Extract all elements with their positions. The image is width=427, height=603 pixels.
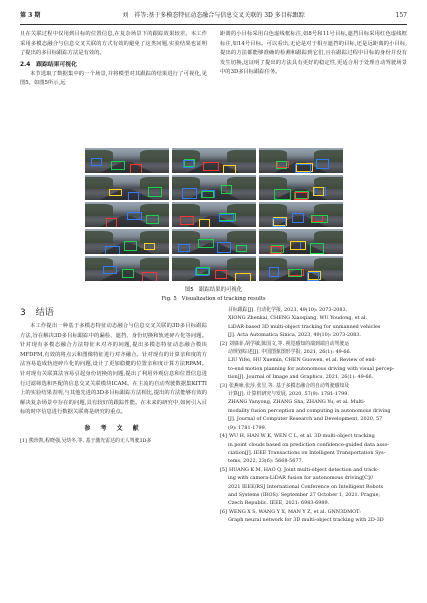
reference-continuation-line xyxy=(220,365,407,373)
reference-text: 2021 IEEE/RSJ International Conference on Intelligent Robots xyxy=(228,483,384,490)
tracking-bounding-box xyxy=(103,266,117,274)
reference-text: in point clouds based on prediction confidence-guided data asso- xyxy=(228,441,390,448)
reference-continuation-line xyxy=(220,348,407,356)
tracking-frame-image xyxy=(85,175,169,200)
tracking-frame-image xyxy=(259,256,343,281)
reference-item xyxy=(220,340,407,348)
reference-tag: [3] xyxy=(220,382,227,389)
reference-continuation-line xyxy=(220,457,407,465)
reference-text: ZHANG Yanyong, ZHANG Sha, ZHANG Yu, et al. Multi- xyxy=(228,399,366,406)
tracking-frame-image xyxy=(172,229,256,254)
tracking-frame-image xyxy=(172,202,256,227)
reference-tag: [4] xyxy=(220,433,227,440)
tracking-bounding-box xyxy=(310,243,325,254)
tracking-bounding-box xyxy=(148,187,163,198)
reference-text: WU H, HAN W K, WEN C L, et al. 3D multi-object tracking xyxy=(228,433,375,440)
reference-continuation-line xyxy=(220,449,407,457)
reference-text: Czech Republic. IEEE, 2021: 6983-6989. xyxy=(228,500,330,507)
reference-continuation-line xyxy=(220,373,407,381)
paragraph: 且在关联过程中仅用到目标的位置信息,在复杂场景下的跟踪效果较差。本工作采用多模态融合与信息交叉关联的方式有效的避免了这类问题,实验结果也证明了提出的多目标跟踪方法是有效的。 xyxy=(20,31,207,57)
reference-text: 动规划综述[J]. 中国图象图形学报, 2021, 26(1): 49-66. xyxy=(228,349,352,356)
tracking-frame-image xyxy=(259,148,343,173)
right-column-top xyxy=(220,30,407,78)
tracking-frame-image xyxy=(172,148,256,173)
tracking-bounding-box xyxy=(270,246,282,254)
tracking-bounding-box xyxy=(122,269,133,278)
tracking-bounding-box xyxy=(183,160,193,168)
reference-item xyxy=(220,382,407,390)
tracking-bounding-box xyxy=(109,189,122,197)
tracking-bounding-box xyxy=(198,239,214,248)
reference-continuation-line xyxy=(220,491,407,499)
left-column-bottom xyxy=(20,306,207,445)
tracking-bounding-box xyxy=(127,212,142,220)
tracking-bounding-box xyxy=(272,218,286,227)
reference-tag: [1] xyxy=(20,437,27,444)
section-heading-3 xyxy=(20,306,207,320)
figure-5 xyxy=(20,148,407,303)
tracking-bounding-box xyxy=(178,244,190,252)
section-number: 2.4 xyxy=(20,61,31,68)
tracking-bounding-box xyxy=(316,159,330,170)
references-title: 参 考 文 献 xyxy=(84,424,143,432)
tracking-bounding-box xyxy=(142,272,157,282)
figure-caption-cn: 图5 跟踪结果的可视化 xyxy=(184,287,243,293)
right-column-bottom xyxy=(220,306,407,525)
tracking-bounding-box xyxy=(290,241,306,250)
reference-continuation-line: XIONG Zhenkai, CHENG Xiaoqiang, WU Youdong, et al. xyxy=(228,315,368,322)
left-column-top xyxy=(20,30,207,89)
tracking-bounding-box xyxy=(274,189,290,200)
reference-continuation-line xyxy=(220,516,407,524)
reference-text: Graph neural network for 3D multi-object tracking with 2D-3D xyxy=(228,517,384,524)
tracking-frame-image xyxy=(85,256,169,281)
tracking-bounding-box xyxy=(215,270,227,279)
reference-text: (9): 1781-1799. xyxy=(228,424,267,431)
reference-text: 计算[J]. 计算机研究与发展, 2020, 57(9): 1781-1799. xyxy=(228,391,349,398)
reference-text: tion[J]. Journal of Image and Graphics, 2021, 26(1): 49-66. xyxy=(228,374,374,381)
reference-text: tems, 2022, 23(6): 5668-5677. xyxy=(228,458,304,465)
figure-caption-en: Fig. 5 Visualization of tracking results xyxy=(161,296,266,302)
reference-text: WENG X S, WANG Y X, MAN Y Z, et al. GNN3DMOT: xyxy=(228,508,361,515)
paragraph: 本节选取了数据集中的一个场景,并将模型对其跟踪的结果进行了可视化,见图5。如图5所示,远 xyxy=(20,70,207,87)
reference-text: and Systems (IROS). September 27 October 1, 2021. Prague, xyxy=(228,491,381,498)
reference-text: 熊珍凯,程晓强,吴幼冬,等. 基于激光雷达的无人驾驶3D多 xyxy=(28,437,152,444)
issue-label: 第 3 期 xyxy=(20,12,41,19)
reference-continuation-line xyxy=(220,483,407,491)
reference-continuation-line xyxy=(220,390,407,398)
tracking-bounding-box xyxy=(276,161,287,169)
tracking-bounding-box xyxy=(199,219,210,227)
tracking-bounding-box xyxy=(128,192,138,201)
tracking-bounding-box xyxy=(124,241,137,252)
reference-tag: [5] xyxy=(220,466,227,473)
tracking-bounding-box xyxy=(144,243,155,251)
tracking-frame-image xyxy=(259,229,343,254)
reference-continuation-line xyxy=(220,499,407,507)
tracking-bounding-box xyxy=(203,162,218,171)
reference-continuation-line xyxy=(220,356,407,364)
tracking-bounding-box xyxy=(288,269,303,277)
page-header xyxy=(20,10,407,25)
tracking-bounding-box xyxy=(235,273,251,281)
reference-item xyxy=(220,508,407,516)
page-number: 157 xyxy=(395,12,407,19)
tracking-frame-image xyxy=(259,202,343,227)
tracking-frame-image xyxy=(85,148,169,173)
tracking-bounding-box xyxy=(292,213,304,224)
tracking-frame-image xyxy=(172,256,256,281)
section-heading-2-4 xyxy=(20,60,207,70)
tracking-bounding-box xyxy=(236,245,247,253)
reference-continuation-line xyxy=(220,474,407,482)
tracking-frame-image xyxy=(85,229,169,254)
tracking-bounding-box xyxy=(221,185,232,194)
tracking-bounding-box xyxy=(106,218,116,228)
tracking-bounding-box xyxy=(219,214,234,222)
reference-continuation-line xyxy=(220,424,407,432)
reference-text: ing with camera-LiDAR fusion for autonomous driving[C]// xyxy=(228,475,374,482)
reference-text: ciation[J]. IEEE Transactions on Intelligent Transportation Sys- xyxy=(228,449,386,456)
tracking-bounding-box xyxy=(269,267,279,278)
tracking-frame-image xyxy=(259,175,343,200)
reference-text: HUANG K M, HAO Q. Joint multi-object detection and track- xyxy=(228,466,379,473)
section-title: 结语 xyxy=(35,308,54,318)
paragraph: 距离的小目标采用白色虚线框标注,如8号和11号目标,遮挡目标采用红色虚线框标注,如14号目标。可以看出,无论是对于相互遮挡的目标,还是远距离的小目标,提出的方法都能够准确的检测和跟踪到它们,且在跟踪过程中目标的身份并没有发生切换,这证明了提出的方法具有更好的稳定性,更适合用于处理自动驾驶场景中的3D多目标跟踪任务。 xyxy=(220,31,407,76)
tracking-bounding-box xyxy=(311,215,327,223)
reference-item xyxy=(220,466,407,474)
tracking-bounding-box xyxy=(146,215,159,224)
tracking-bounding-box xyxy=(130,164,142,174)
tracking-frames-grid xyxy=(20,148,407,281)
reference-text: to-end motion planning for autonomous driving with visual percep- xyxy=(228,365,395,372)
reference-text: LIU Yifei, HU Xuemin, CHEN Guowen, et al. Review of end- xyxy=(228,357,377,364)
reference-item xyxy=(220,432,407,440)
reference-continuation-line: 目标跟踪[J]. 自动化学报, 2023, 49(10): 2073-2083. xyxy=(228,307,348,313)
tracking-frame-image xyxy=(172,175,256,200)
reference-text: modality fusion perception and computing in autonomous driving xyxy=(228,407,391,414)
reference-text: [J]. Journal of Computer Research and Development, 2020, 57 xyxy=(228,416,383,423)
tracking-bounding-box xyxy=(182,188,197,199)
tracking-frame-image xyxy=(85,202,169,227)
tracking-bounding-box xyxy=(91,158,101,166)
tracking-bounding-box xyxy=(313,187,324,196)
tracking-bounding-box xyxy=(294,192,308,200)
reference-continuation-line xyxy=(220,398,407,406)
conclusion-paragraph: 本工作提出一种基于多模态特征动态融合与信息交叉关联的3D多目标跟踪方法,旨在解决3D多目标跟踪中的漏检、遮挡、身份切换和轨迹碎片化等问题。针对现有多模态融合方法特征未对齐的问题,提出多模态特征动态融合模块MFDFM,有效的将点云和图像特征进行对齐融合。针对现有的计算亲和度的方法容易造成轨迹碎片化的问题,设计了更加稳健的位置亲和度计算方法RPAM。针对现有关联算法容易引起身份切换的问题,提出了利用外观信息和位置信息进行过滤筛选和匹配的信息交叉关联模块ICAM。在主流的自动驾驶数据集KITTI上的实验结果表明,与其他先进的3D多目标跟踪方法相比,提出的方法能够有效的解决复杂场景中存在的问题,具有较好的跟踪性能。在未来的研究中,如何引入目标的时序信息进行数据关联将是研究的重点。 xyxy=(20,323,207,416)
tracking-bounding-box xyxy=(295,164,310,173)
reference-continuation-line xyxy=(220,415,407,423)
reference-continuation-line: LiDAR-based 3D multi-object tracking for unmanned vehicles xyxy=(228,323,381,330)
tracking-bounding-box xyxy=(105,246,120,255)
reference-tag: [2] xyxy=(220,340,227,347)
reference-text: 刘旖菲,胡学敏,陈国文,等. 视觉感知的端到端自动驾驶运 xyxy=(228,340,350,347)
running-title: 刘 祥等:基于多模态特征动态融合与信息交叉关联的 3D 多目标跟踪 xyxy=(122,12,305,19)
tracking-bounding-box xyxy=(307,272,319,281)
tracking-bounding-box xyxy=(223,165,236,173)
reference-text: 张燕咏,张莎,张昱,等. 基于多模态融合的自动驾驶感知及 xyxy=(228,382,350,389)
tracking-bounding-box xyxy=(180,216,194,225)
reference-continuation-line: [J]. Acta Automatica Sinica, 2023, 49(10): 2073-2083. xyxy=(228,332,361,339)
reference-continuation-line xyxy=(220,441,407,449)
section-number: 3 xyxy=(20,308,26,318)
reference-tag: [6] xyxy=(220,508,227,515)
reference-item xyxy=(20,437,207,445)
tracking-bounding-box xyxy=(111,161,126,170)
reference-continuation-line xyxy=(220,407,407,415)
section-title: 跟踪结果可视化 xyxy=(36,61,77,68)
tracking-bounding-box xyxy=(201,191,214,199)
tracking-bounding-box xyxy=(195,268,209,276)
tracking-bounding-box xyxy=(217,242,231,253)
